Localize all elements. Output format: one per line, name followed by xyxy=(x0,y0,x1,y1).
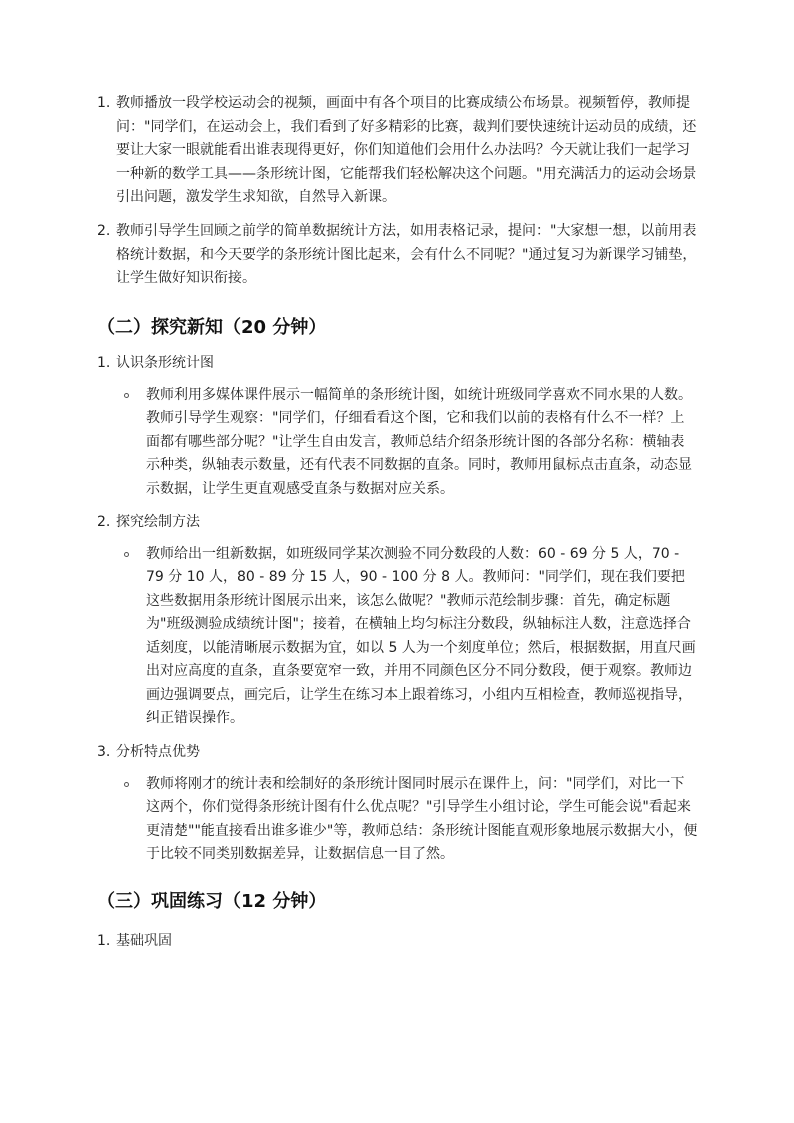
bullet-icon xyxy=(124,552,129,557)
list-marker: 3. xyxy=(97,744,111,760)
list-item-title-text: 探究绘制方法 xyxy=(116,514,200,530)
sub-list-item xyxy=(0,543,794,731)
intro-item-text: 教师播放一段学校运动会的视频，画面中有各个项目的比赛成绩公布场景。视频暂停，教师提问："同学们，在运动会上，我们看到了好多精彩的比赛，裁判们要快速统计运动员的成绩，还要让大家一眼就能看出谁表现得更好，你们知道他们会用什么办法吗？今天就让我们一起学习一种新的数学工具——条形统计图，它能帮我们轻松解决这个问题。"用充满活力的运动会场景引出问题，激发学生求知欲，自然导入新课。 xyxy=(116,95,697,205)
bullet-icon xyxy=(124,782,129,787)
list-marker: 1. xyxy=(97,95,111,111)
list-marker: 2. xyxy=(97,223,111,239)
bullet-icon xyxy=(124,393,129,398)
section2-item-3 xyxy=(0,741,794,867)
section3-item-1 xyxy=(0,930,794,954)
section-heading-explore: （二）探究新知（20 分钟） xyxy=(97,317,327,338)
list-item-title-text: 认识条形统计图 xyxy=(116,355,214,371)
intro-list-2 xyxy=(0,220,794,291)
list-marker: 1. xyxy=(97,355,111,371)
list-item-title-text: 分析特点优势 xyxy=(116,744,200,760)
list-item-title-text: 基础巩固 xyxy=(116,933,172,949)
list-item-title xyxy=(0,930,794,954)
intro-item-1 xyxy=(0,92,794,210)
sub-list-item xyxy=(0,773,794,867)
intro-item-2 xyxy=(0,220,794,291)
list-marker: 2. xyxy=(97,514,111,530)
sub-item-text: 教师将刚才的统计表和绘制好的条形统计图同时展示在课件上，问："同学们，对比一下这两个，你们觉得条形统计图有什么优点呢？"引导学生小组讨论，学生可能会说"看起来更清楚""能直接看出谁多谁少"等，教师总结：条形统计图能直观形象地展示数据大小，便于比较不同类别数据差异，让数据信息一目了然。 xyxy=(146,775,698,862)
list-item-title xyxy=(0,352,794,376)
intro-list xyxy=(0,92,794,210)
list-item-title xyxy=(0,741,794,765)
sub-list-item xyxy=(0,384,794,502)
list-marker: 1. xyxy=(97,933,111,949)
sub-item-text: 教师利用多媒体课件展示一幅简单的条形统计图，如统计班级同学喜欢不同水果的人数。教师引导学生观察："同学们，仔细看看这个图，它和我们以前的表格有什么不一样？上面都有哪些部分呢？"让学生自由发言，教师总结介绍条形统计图的各部分名称：横轴表示种类，纵轴表示数量，还有代表不同数据的直条。同时，教师用鼠标点击直条，动态显示数据，让学生更直观感受直条与数据对应关系。 xyxy=(146,386,692,497)
section2-item-2 xyxy=(0,511,794,731)
list-item-title xyxy=(0,511,794,535)
section2-item-1 xyxy=(0,352,794,501)
section-heading-practice: （三）巩固练习（12 分钟） xyxy=(97,891,327,912)
intro-item-text: 教师引导学生回顾之前学的简单数据统计方法，如用表格记录，提问："大家想一想，以前用表格统计数据，和今天要学的条形统计图比起来，会有什么不同呢？"通过复习为新课学习铺垫，让学生做好知识衔接。 xyxy=(116,223,697,286)
sub-item-text: 教师给出一组新数据，如班级同学某次测验不同分数段的人数：60 - 69 分 5 人，70 - 79 分 10 人，80 - 89 分 15 人，90 - 100 分 8 人。教师问："同学们，现在我们要把这些数据用条形统计图展示出来，该怎么做呢？"教师示范绘制步骤：首先，确定标题为"班级测验成绩统计图"；接着，在横轴上均匀标注分数段，纵轴标注人数，注意选择合适刻度，以能清晰展示数据为宜，如以 5 人为一个刻度单位；然后，根据数据，用直尺画出对应高度的直条，直条要宽窄一致，并用不同颜色区分不同分数段，便于观察。教师边画边强调要点，画完后，让学生在练习本上跟着练习，小组内互相检查，教师巡视指导，纠正错误操作。 xyxy=(146,545,696,726)
